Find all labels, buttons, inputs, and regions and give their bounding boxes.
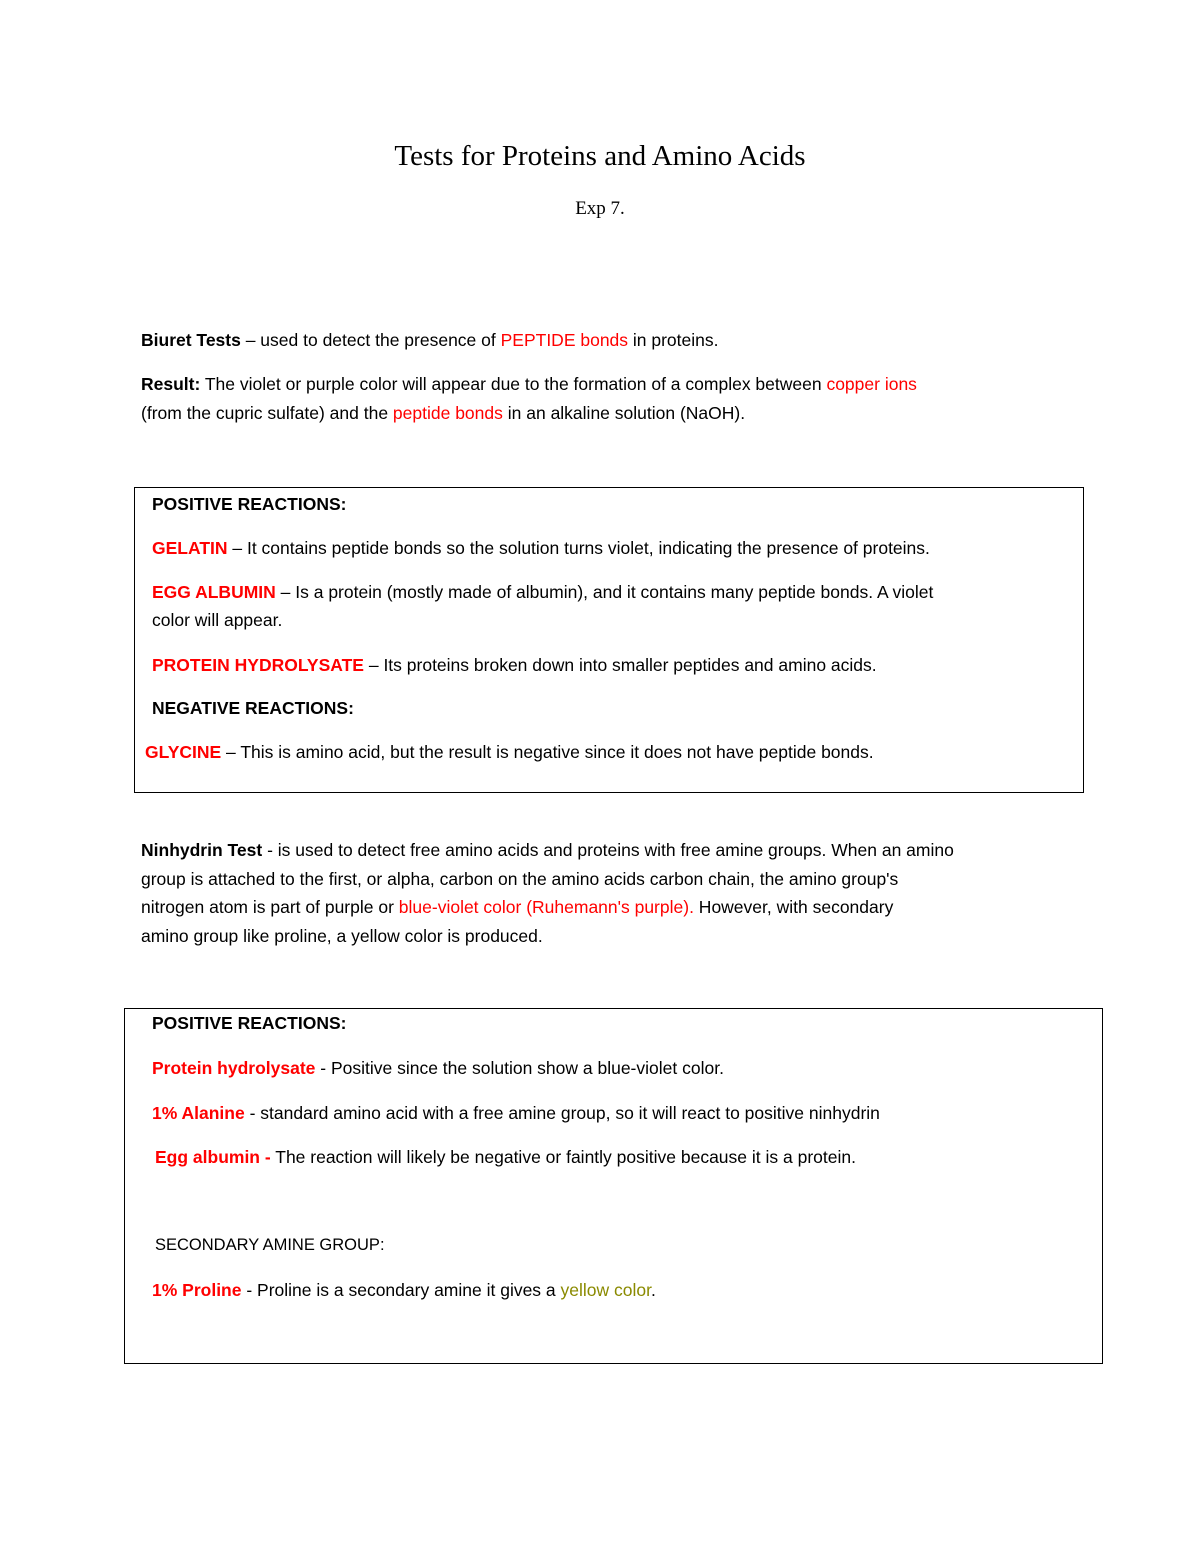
ninhydrin-alanine-row: 1% Alanine - standard amino acid with a free amine group, so it will react to positive ninhydrin [152, 1103, 880, 1123]
ninhydrin-proline-row: 1% Proline - Proline is a secondary amine it gives a yellow color. [152, 1280, 656, 1300]
biuret-egg-row-cont: color will appear. [152, 610, 283, 630]
page-subtitle: Exp 7. [575, 198, 625, 219]
ninhydrin-heading: Ninhydrin Test [141, 840, 263, 860]
page-title: Tests for Proteins and Amino Acids [394, 140, 806, 172]
ninhydrin-secondary-heading: SECONDARY AMINE GROUP: [155, 1236, 385, 1254]
biuret-results-box [134, 487, 1084, 793]
biuret-gelatin-row: GELATIN – It contains peptide bonds so the solution turns violet, indicating the presence of proteins. [152, 538, 930, 558]
ninhydrin-line-3: nitrogen atom is part of purple or blue-violet color (Ruhemann's purple). However, with secondary [141, 897, 894, 917]
ninhydrin-line-4: amino group like proline, a yellow color is produced. [141, 926, 543, 946]
result-label: Result: [141, 374, 201, 394]
ninhydrin-line-1: Ninhydrin Test - is used to detect free amino acids and proteins with free amine groups. When an amino [141, 840, 954, 860]
biuret-heading: Biuret Tests [141, 330, 241, 350]
ninhydrin-hydrolysate-row: Protein hydrolysate - Positive since the solution show a blue-violet color. [152, 1058, 724, 1078]
biuret-glycine-row: GLYCINE – This is amino acid, but the result is negative since it does not have peptide bonds. [145, 742, 874, 762]
ninhydrin-results-box [124, 1008, 1103, 1364]
ninhydrin-line-2: group is attached to the first, or alpha, carbon on the amino acids carbon chain, the amino group's [141, 869, 899, 889]
biuret-result-line-1: Result: The violet or purple color will appear due to the formation of a complex between copper ions [141, 374, 917, 394]
biuret-negative-heading: NEGATIVE REACTIONS: [152, 698, 354, 718]
biuret-positive-heading: POSITIVE REACTIONS: [152, 494, 347, 514]
biuret-result-line-2: (from the cupric sulfate) and the peptide bonds in an alkaline solution (NaOH). [141, 403, 746, 423]
biuret-intro: Biuret Tests – used to detect the presence of PEPTIDE bonds in proteins. [141, 330, 719, 350]
ninhydrin-egg-row: Egg albumin - The reaction will likely be negative or faintly positive because it is a protein. [155, 1147, 856, 1167]
biuret-egg-row: EGG ALBUMIN – Is a protein (mostly made of albumin), and it contains many peptide bonds. A violet [152, 582, 934, 602]
biuret-hydrolysate-row: PROTEIN HYDROLYSATE – Its proteins broken down into smaller peptides and amino acids. [152, 655, 877, 675]
ninhydrin-positive-heading: POSITIVE REACTIONS: [152, 1013, 347, 1033]
